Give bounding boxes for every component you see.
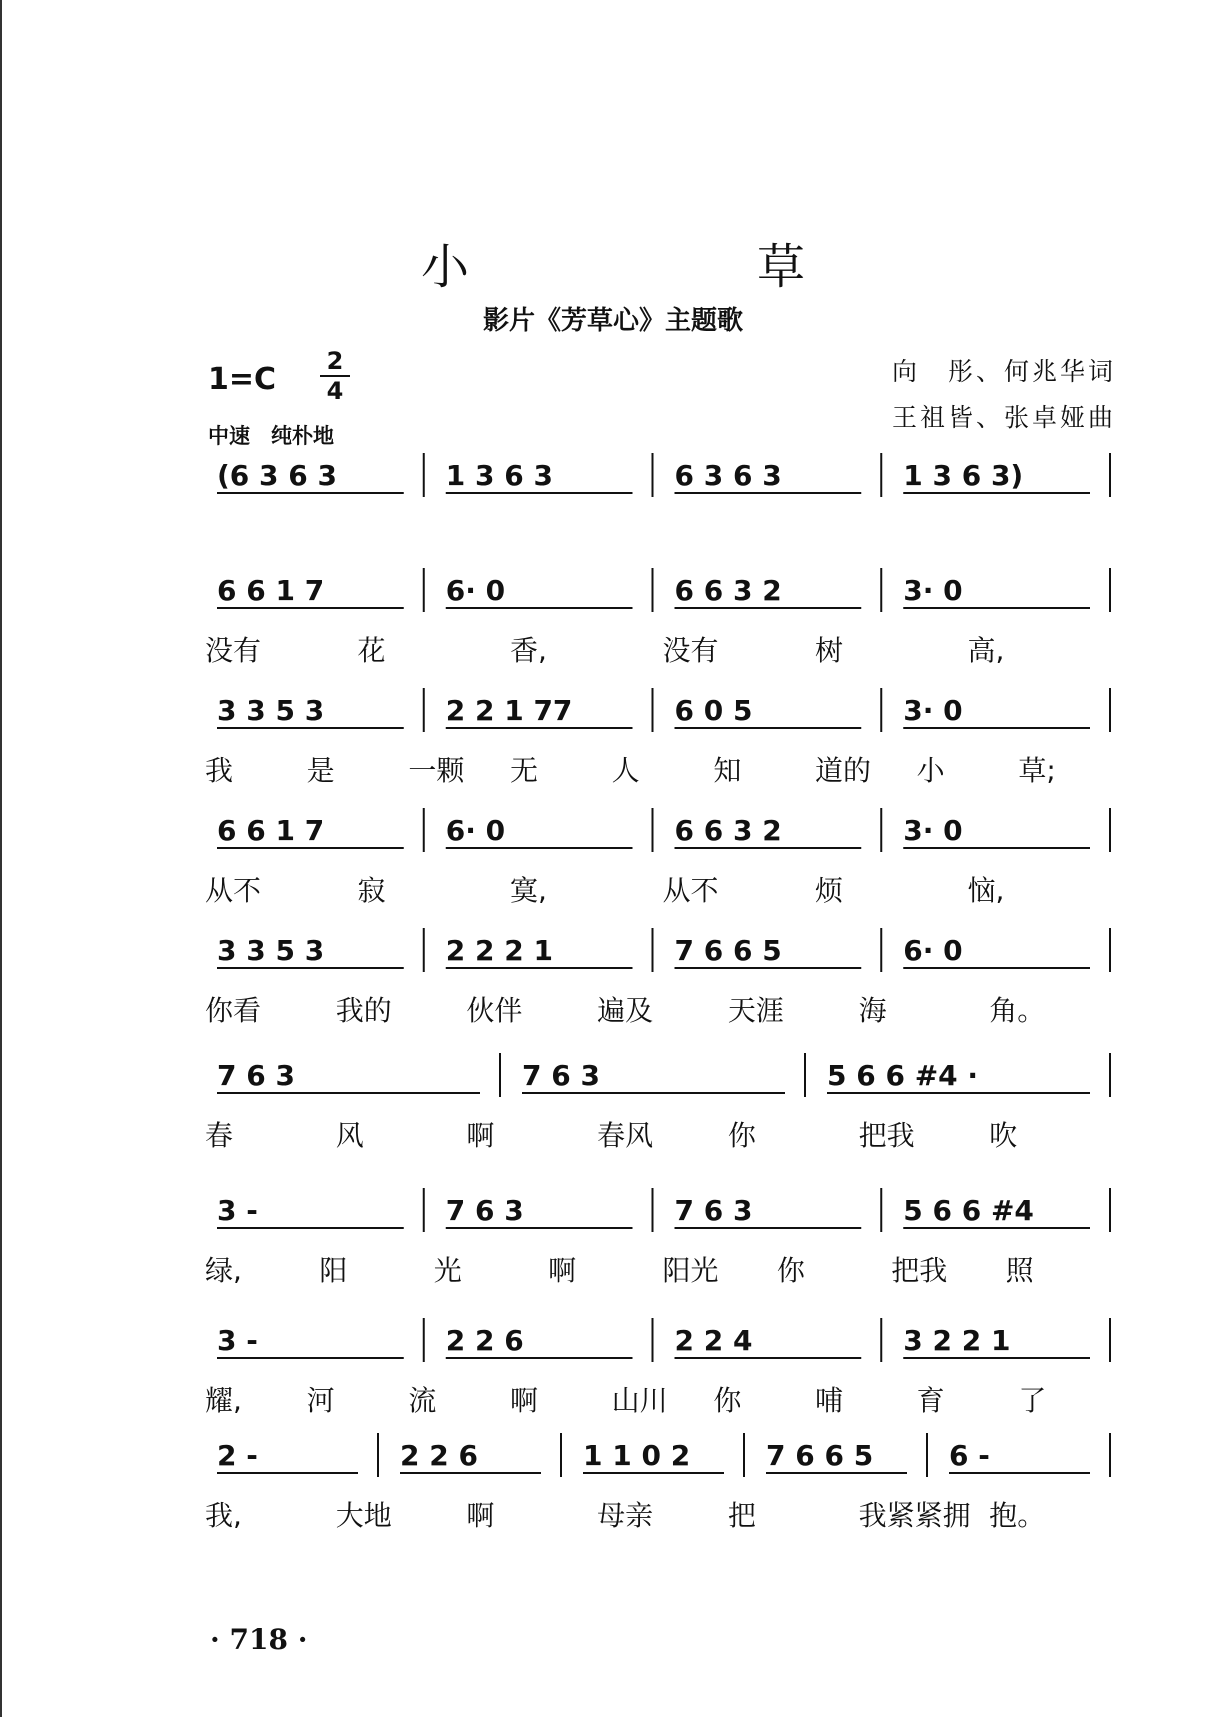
lyric-syllable: 流 xyxy=(408,1384,437,1417)
lyric-syllable: 角。 xyxy=(989,994,1046,1027)
measure-notes: 3· 0 xyxy=(903,694,963,727)
music-line xyxy=(0,1425,1226,1545)
time-signature xyxy=(320,348,350,404)
lyric-syllable: 阳 xyxy=(319,1254,348,1287)
measure-notes: 6 0 5 xyxy=(674,694,753,727)
measure-notes: 5 6 6 #4 · xyxy=(827,1059,979,1092)
lyric-syllable: 春风 xyxy=(597,1119,654,1152)
measure-notes: 6· 0 xyxy=(445,574,506,607)
lyric-syllable: 啊 xyxy=(510,1384,539,1417)
measure-notes: 7 6 3 xyxy=(522,1059,600,1092)
music-line xyxy=(0,680,1226,800)
composers: 王祖皆、张卓娅曲 xyxy=(891,403,1116,432)
measure-notes: 2 2 1 77 xyxy=(445,694,573,727)
lyric-syllable: 恼, xyxy=(967,874,1005,907)
lyric-syllable: 人 xyxy=(611,754,640,787)
lyric-syllable: 小 xyxy=(916,754,945,787)
page-number: · 718 · xyxy=(210,1623,308,1656)
lyric-syllable: 一颗 xyxy=(408,754,465,787)
lyric-syllable: 高, xyxy=(967,634,1005,667)
lyric-syllable: 母亲 xyxy=(597,1499,654,1532)
lyric-syllable: 哺 xyxy=(815,1384,844,1417)
music-line-svg xyxy=(0,680,1226,800)
measure-notes: 2 2 2 1 xyxy=(445,934,553,967)
time-signature-bottom: 4 xyxy=(326,377,344,405)
music-line-svg xyxy=(0,445,1226,565)
measure-notes: 3 - xyxy=(217,1194,258,1227)
lyric-syllable: 风 xyxy=(335,1119,364,1152)
lyric-syllable: 花 xyxy=(357,634,386,667)
measure-notes: 6 6 3 2 xyxy=(674,574,782,607)
measure-notes: 7 6 6 5 xyxy=(766,1439,874,1472)
measure-notes: 7 6 3 xyxy=(217,1059,295,1092)
key-signature: 1=C xyxy=(208,362,277,397)
measure-notes: 2 2 6 xyxy=(445,1324,524,1357)
music-line xyxy=(0,1045,1226,1165)
lyric-syllable: 我 xyxy=(205,754,234,787)
music-line-svg xyxy=(0,920,1226,1040)
lyric-syllable: 耀, xyxy=(205,1384,242,1417)
measure-notes: 7 6 6 5 xyxy=(674,934,782,967)
lyric-syllable: 春 xyxy=(205,1119,234,1152)
time-signature-top: 2 xyxy=(326,347,344,375)
measure-notes: 6 6 3 2 xyxy=(674,814,782,847)
measure-notes: 3 3 5 3 xyxy=(217,934,325,967)
lyric-syllable: 是 xyxy=(306,754,335,787)
lyric-syllable: 树 xyxy=(815,634,844,667)
measure-notes: 5 6 6 #4 xyxy=(903,1194,1034,1227)
measure-notes: 3 - xyxy=(217,1324,258,1357)
measure-notes: 3· 0 xyxy=(903,814,963,847)
music-line xyxy=(0,1310,1226,1430)
lyric-syllable: 啊 xyxy=(466,1499,495,1532)
lyric-syllable: 你看 xyxy=(205,994,262,1027)
lyric-syllable: 阳光 xyxy=(662,1254,719,1287)
lyricists: 向 彤、何兆华词 xyxy=(891,357,1116,386)
lyric-syllable: 从不 xyxy=(662,874,719,907)
lyric-syllable: 你 xyxy=(776,1254,805,1287)
lyric-syllable: 草; xyxy=(1018,754,1056,787)
lyric-syllable: 海 xyxy=(858,994,887,1027)
lyric-syllable: 没有 xyxy=(662,634,719,667)
measure-notes: 6 6 1 7 xyxy=(217,814,325,847)
music-line xyxy=(0,920,1226,1040)
lyric-syllable: 照 xyxy=(1005,1254,1034,1287)
lyric-syllable: 天涯 xyxy=(727,994,784,1027)
music-line-svg xyxy=(0,1045,1226,1165)
lyric-syllable: 吹 xyxy=(989,1119,1018,1152)
measure-notes: 3 3 5 3 xyxy=(217,694,325,727)
music-line-svg xyxy=(0,1310,1226,1430)
music-line xyxy=(0,800,1226,920)
lyric-syllable: 山川 xyxy=(611,1384,668,1417)
lyric-syllable: 光 xyxy=(433,1254,462,1287)
lyric-syllable: 啊 xyxy=(466,1119,495,1152)
measure-notes: 1 3 6 3 xyxy=(445,459,553,492)
lyric-syllable: 大地 xyxy=(335,1499,392,1532)
song-subtitle: 影片《芳草心》主题歌 xyxy=(482,306,743,336)
lyric-syllable: 知 xyxy=(713,754,742,787)
measure-notes: 3· 0 xyxy=(903,574,963,607)
measure-notes: 6 6 1 7 xyxy=(217,574,325,607)
measure-notes: 2 - xyxy=(217,1439,258,1472)
measure-notes: 1 1 0 2 xyxy=(583,1439,691,1472)
song-title: 小 草 xyxy=(420,239,925,295)
music-line xyxy=(0,560,1226,680)
lyric-syllable: 寞, xyxy=(510,874,547,907)
lyric-syllable: 育 xyxy=(916,1384,945,1417)
lyric-syllable: 遍及 xyxy=(597,994,654,1027)
measure-notes: (6 3 6 3 xyxy=(217,459,337,492)
measure-notes: 7 6 3 xyxy=(445,1194,524,1227)
lyric-syllable: 从不 xyxy=(205,874,262,907)
lyric-syllable: 河 xyxy=(306,1384,335,1417)
music-line-svg xyxy=(0,560,1226,680)
lyric-syllable: 了 xyxy=(1018,1384,1047,1417)
lyric-syllable: 把我 xyxy=(858,1119,915,1152)
music-line-svg xyxy=(0,1425,1226,1545)
measure-notes: 6 - xyxy=(949,1439,990,1472)
tempo-marking: 中速 纯朴地 xyxy=(208,424,334,448)
lyric-syllable: 道的 xyxy=(815,754,872,787)
lyric-syllable: 无 xyxy=(510,754,539,787)
measure-notes: 1 3 6 3) xyxy=(903,459,1024,492)
lyric-syllable: 香, xyxy=(510,634,547,667)
measure-notes: 7 6 3 xyxy=(674,1194,753,1227)
lyric-syllable: 没有 xyxy=(205,634,262,667)
measure-notes: 6· 0 xyxy=(445,814,506,847)
lyric-syllable: 我紧紧拥 xyxy=(858,1499,971,1532)
lyric-syllable: 把我 xyxy=(891,1254,948,1287)
measure-notes: 2 2 6 xyxy=(400,1439,478,1472)
music-line-svg xyxy=(0,1180,1226,1300)
music-line-svg xyxy=(0,800,1226,920)
lyric-syllable: 伙伴 xyxy=(466,994,523,1027)
lyric-syllable: 寂 xyxy=(357,874,386,907)
lyric-syllable: 你 xyxy=(727,1119,756,1152)
lyric-syllable: 我, xyxy=(205,1499,242,1532)
measure-notes: 6· 0 xyxy=(903,934,963,967)
lyric-syllable: 抱。 xyxy=(989,1499,1046,1532)
music-line xyxy=(0,445,1226,565)
lyric-syllable: 啊 xyxy=(548,1254,577,1287)
lyric-syllable: 你 xyxy=(713,1384,742,1417)
measure-notes: 3 2 2 1 xyxy=(903,1324,1011,1357)
measure-notes: 6 3 6 3 xyxy=(674,459,782,492)
measure-notes: 2 2 4 xyxy=(674,1324,753,1357)
lyric-syllable: 烦 xyxy=(815,874,844,907)
lyric-syllable: 把 xyxy=(727,1499,756,1532)
lyric-syllable: 我的 xyxy=(335,994,392,1027)
lyric-syllable: 绿, xyxy=(205,1254,242,1287)
music-line xyxy=(0,1180,1226,1300)
